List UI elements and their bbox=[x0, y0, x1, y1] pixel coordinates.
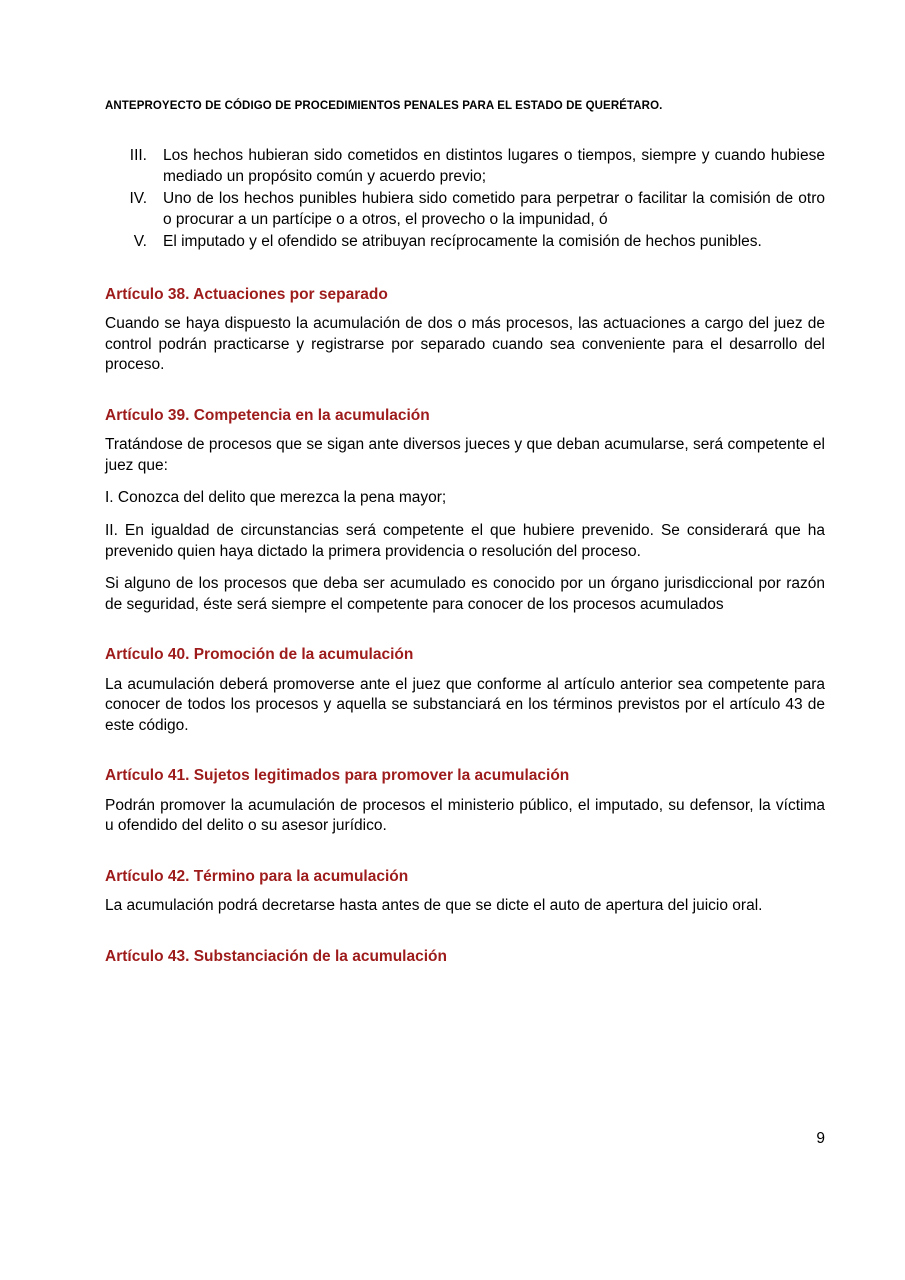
list-item-numeral: III. bbox=[129, 147, 147, 164]
list-item bbox=[105, 232, 825, 253]
list-item bbox=[105, 146, 825, 187]
article-39-paragraph-1: Tratándose de procesos que se sigan ante diversos jueces y que deban acumularse, será competente el juez que: bbox=[105, 436, 825, 474]
article-title-42: Artículo 42. Término para la acumulación bbox=[105, 867, 409, 885]
article-40-paragraph-1: La acumulación deberá promoverse ante el juez que conforme al artículo anterior sea competente para conocer de todos los procesos y aquella se substanciará en los términos previstos por el artículo 43 de este código. bbox=[105, 675, 825, 734]
article-38-paragraph-1: Cuando se haya dispuesto la acumulación de dos o más procesos, las actuaciones a cargo del juez de control podrán practicarse y registrarse por separado cuando sea conveniente para el desarrollo del proceso. bbox=[105, 315, 825, 374]
list-item bbox=[105, 189, 825, 230]
spacer bbox=[105, 736, 825, 766]
article-title-40: Artículo 40. Promoción de la acumulación bbox=[105, 646, 414, 664]
article-title-39: Artículo 39. Competencia en la acumulación bbox=[105, 407, 430, 425]
document-header: ANTEPROYECTO DE CÓDIGO DE PROCEDIMIENTOS PENALES PARA EL ESTADO DE QUERÉTARO. bbox=[105, 100, 663, 112]
article-title-41: Artículo 41. Sujetos legitimados para promover la acumulación bbox=[105, 767, 570, 785]
article-42-paragraph-1: La acumulación podrá decretarse hasta antes de que se dicte el auto de apertura del juicio oral. bbox=[105, 896, 763, 914]
page-number: 9 bbox=[816, 1130, 825, 1147]
article-title-43: Artículo 43. Substanciación de la acumulación bbox=[105, 947, 447, 965]
list-item-numeral: V. bbox=[133, 233, 147, 251]
list-item-text: Los hechos hubieran sido cometidos en distintos lugares o tiempos, siempre y cuando hubiese mediado un propósito común y acuerdo previo; bbox=[163, 147, 825, 185]
article-39-fraction-i: I. Conozca del delito que merezca la pena mayor; bbox=[105, 489, 447, 507]
roman-numeral-list bbox=[105, 146, 825, 253]
article-title-38: Artículo 38. Actuaciones por separado bbox=[105, 286, 388, 304]
spacer bbox=[105, 255, 825, 285]
article-39-fraction-ii: II. En igualdad de circunstancias será competente el que hubiere prevenido. Se considerará que ha prevenido quien haya dictado la primera providencia o resolución del proceso. bbox=[105, 521, 825, 560]
spacer bbox=[105, 615, 825, 645]
list-item-text: El imputado y el ofendido se atribuyan recíprocamente la comisión de hechos punibles. bbox=[163, 233, 762, 251]
article-41-paragraph-1: Podrán promover la acumulación de procesos el ministerio público, el imputado, su defensor, la víctima u ofendido del delito o su asesor jurídico. bbox=[105, 796, 825, 835]
spacer bbox=[105, 837, 825, 867]
list-item-numeral: IV. bbox=[129, 190, 147, 208]
spacer bbox=[105, 917, 825, 947]
list-item-text: Uno de los hechos punibles hubiera sido cometido para perpetrar o facilitar la comisión de otro o procurar a un partícipe o a otros, el provecho o la impunidad, ó bbox=[163, 190, 825, 228]
spacer bbox=[105, 376, 825, 406]
page-content bbox=[105, 100, 825, 967]
article-39-paragraph-final: Si alguno de los procesos que deba ser acumulado es conocido por un órgano jurisdiccional por razón de seguridad, éste será siempre el competente para conocer de los procesos acumulados bbox=[105, 575, 825, 613]
